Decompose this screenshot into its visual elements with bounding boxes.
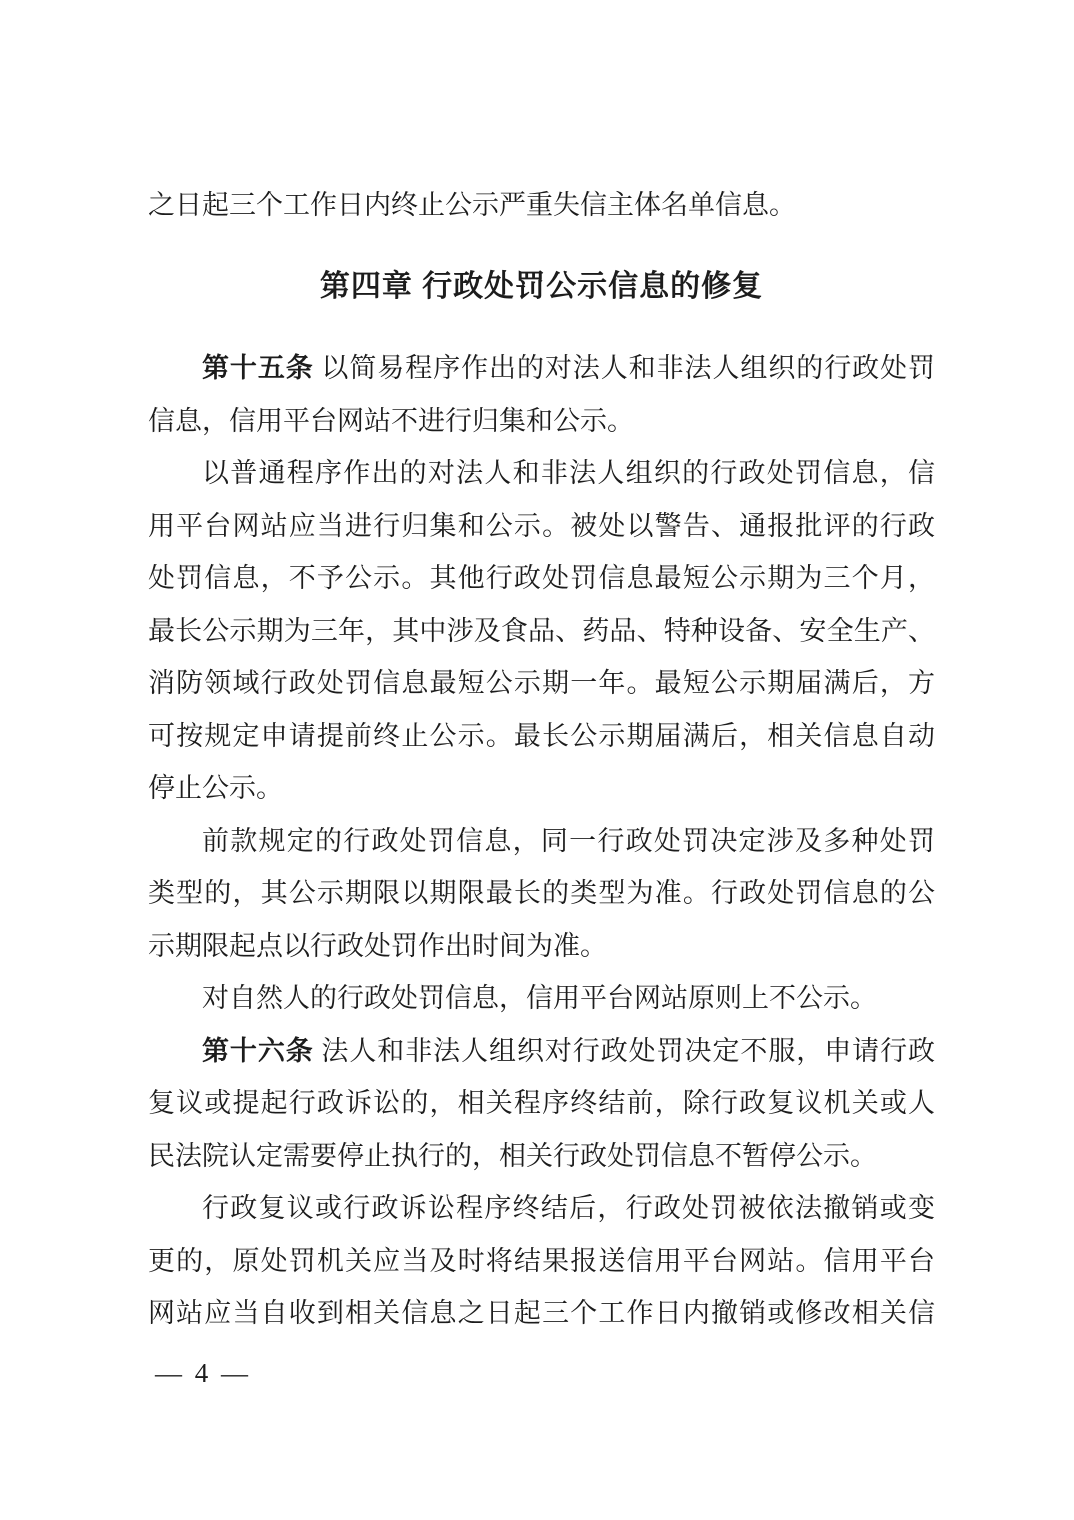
article-16-text: 法人和非法人组织对行政处罚决定不服，申请行政 [313,1035,936,1066]
paragraph-line: 以普通程序作出的对法人和非法人组织的行政处罚信息，信 [202,458,935,488]
paragraph-line: 网站应当自收到相关信息之日起三个工作日内撤销或修改相关信 [148,1298,935,1328]
paragraph-line: 信息，信用平台网站不进行归集和公示。 [148,405,634,436]
paragraph-line: 类型的，其公示期限以期限最长的类型为准。行政处罚信息的公 [148,878,935,908]
paragraph-line: 复议或提起行政诉讼的，相关程序终结前，除行政复议机关或人 [148,1088,935,1118]
paragraph-line: 更的，原处罚机关应当及时将结果报送信用平台网站。信用平台 [148,1245,935,1276]
paragraph-line: 停止公示。 [148,773,283,803]
paragraph-line: 处罚信息，不予公示。其他行政处罚信息最短公示期为三个月， [148,563,935,593]
article-16-number: 第十六条 [202,1035,314,1066]
article-16-line-1 [148,1025,935,1078]
page-number: — 4 — [155,1358,251,1388]
paragraph-line: 行政复议或行政诉讼程序终结后，行政处罚被依法撤销或变 [202,1193,935,1223]
paragraph-line: 用平台网站应当进行归集和公示。被处以警告、通报批评的行政 [148,510,935,541]
chapter-heading: 第四章 行政处罚公示信息的修复 [319,270,764,303]
article-15-line-1 [148,342,935,395]
article-15-text: 以简易程序作出的对法人和非法人组织的行政处罚 [313,353,936,383]
paragraph-line: 示期限起点以行政处罚作出时间为准。 [148,930,607,961]
document-content [148,179,935,1340]
paragraph-line: 前款规定的行政处罚信息，同一行政处罚决定涉及多种处罚 [202,825,935,856]
article-15-number: 第十五条 [202,353,314,383]
paragraph-line: 可按规定申请提前终止公示。最长公示期届满后，相关信息自动 [148,720,935,751]
paragraph-line: 民法院认定需要停止执行的，相关行政处罚信息不暂停公示。 [148,1140,877,1171]
intro-continuation-line: 之日起三个工作日内终止公示严重失信主体名单信息。 [148,190,796,220]
paragraph-line: 对自然人的行政处罚信息，信用平台网站原则上不公示。 [202,983,877,1013]
paragraph-line: 消防领域行政处罚信息最短公示期一年。最短公示期届满后，方 [148,668,935,698]
paragraph-line: 最长公示期为三年，其中涉及食品、药品、特种设备、安全生产、 [148,615,935,646]
